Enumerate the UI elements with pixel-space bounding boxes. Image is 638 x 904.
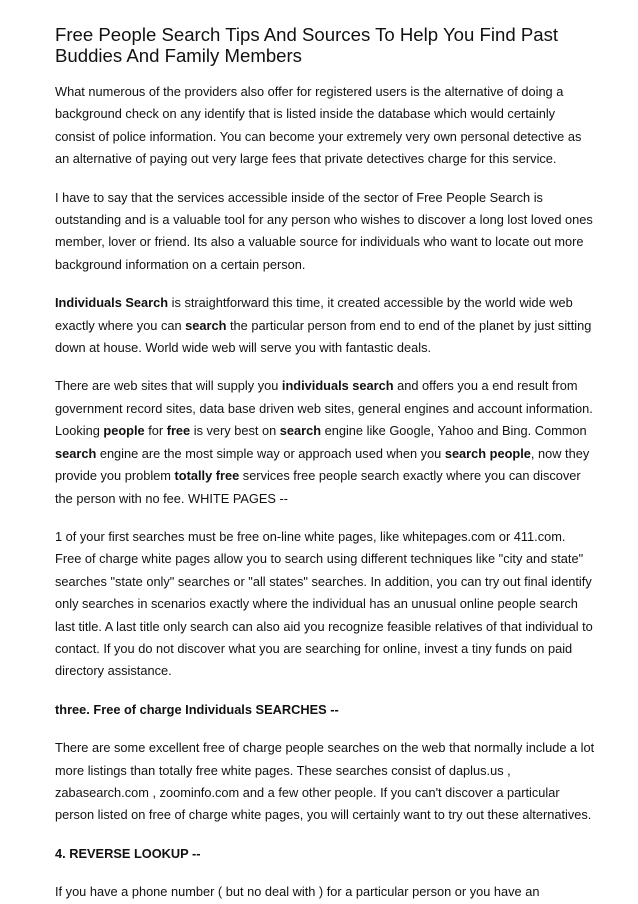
bold-phrase: search bbox=[185, 317, 227, 333]
paragraph-1: What numerous of the providers also offer for registered users is the alternative of doing a background check on any identify that is listed inside the database which would certainly consist of police information. You can become your extremely very own personal detective as an alternative of paying out very large fees that private detectives charge for this service. bbox=[55, 84, 582, 167]
paragraph-3 bbox=[55, 292, 595, 359]
paragraph-4 bbox=[55, 375, 595, 509]
bold-phrase: search bbox=[279, 423, 322, 439]
paragraph-5: 1 of your first searches must be free on-line white pages, like whitepages.com or 411.com. Free of charge white pages allow you to search using different techniques like "city and state" searches "state only" searches or "all states" searches. In addition, you can try out final identify only searches in scenarios exactly where the individual has an unusual online people search last title. A last title only search can also aid you recognize feasible relatives of that individual to contact. If you do not discover what you are searching for online, invest a tiny funds on paid directory assistance. bbox=[55, 528, 593, 679]
text-run: services free people search exactly where you can discover the person with no fee. WHITE PAGES -- bbox=[55, 468, 581, 506]
bold-phrase: search bbox=[55, 445, 97, 461]
bold-phrase: search people bbox=[444, 445, 531, 461]
text-run: engine are the most simple way or approach used when you bbox=[96, 445, 445, 461]
text-run: and offers you a end result from government record sites, data base driven web sites, general engines and account information. Looking bbox=[55, 378, 593, 439]
document-page bbox=[55, 24, 595, 904]
text-run: There are web sites that will supply you bbox=[55, 378, 282, 394]
text-run: for bbox=[144, 423, 167, 439]
paragraph-2: I have to say that the services accessible inside of the sector of Free People Search is outstanding and is a valuable tool for any person who wishes to discover a long lost loved ones member, lover or friend. Its also a valuable source for individuals who want to locate out more background information on a certain person. bbox=[55, 189, 593, 272]
bold-phrase: Individuals Search bbox=[55, 295, 169, 311]
bold-phrase: totally free bbox=[174, 468, 240, 484]
paragraph-7: If you have a phone number ( but no deal with ) for a particular person or you have an bbox=[55, 884, 540, 900]
bold-phrase: people bbox=[103, 423, 145, 439]
paragraph-6: There are some excellent free of charge people searches on the web that normally include a lot more listings than totally free white pages. These searches consist of daplus.us , zabasearch.com , zoominfo.com and a few other people. If you can't discover a particular person listed on free of charge white pages, you will certainly want to try out these alternatives. bbox=[55, 740, 595, 823]
section-heading-3: three. Free of charge Individuals SEARCHES -- bbox=[55, 701, 339, 717]
bold-phrase: free bbox=[166, 423, 191, 439]
text-run: , now they provide you problem bbox=[55, 445, 590, 484]
bold-phrase: individuals search bbox=[281, 378, 394, 394]
text-run: the particular person from end to end of the planet by just sitting down at house. World wide web will serve you with fantastic deals. bbox=[55, 317, 592, 356]
section-heading-4: 4. REVERSE LOOKUP -- bbox=[55, 845, 201, 861]
text-run: is very best on bbox=[190, 423, 280, 439]
text-run: engine like Google, Yahoo and Bing. Common bbox=[321, 423, 587, 439]
page-title: Free People Search Tips And Sources To Help You Find Past Buddies And Family Members bbox=[55, 24, 559, 66]
text-run: is straightforward this time, it created accessible by the world wide web exactly where you can bbox=[55, 295, 573, 333]
